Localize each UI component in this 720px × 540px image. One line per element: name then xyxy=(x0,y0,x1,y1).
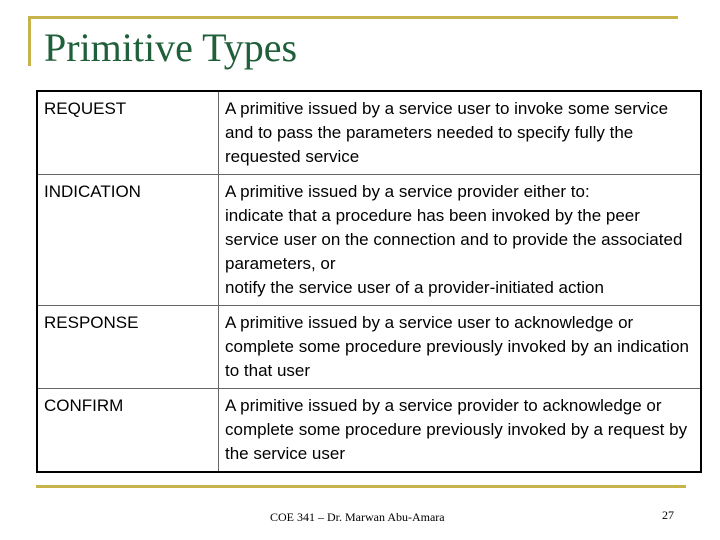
primitive-description xyxy=(219,389,702,473)
description-line: A primitive issued by a service provider to acknowledge or complete some procedure previously invoked by a request by the service user xyxy=(225,396,688,463)
table-row xyxy=(37,175,701,306)
primitive-description xyxy=(219,175,702,306)
description-line: A primitive issued by a service user to acknowledge or complete some procedure previously invoked by an indication to that user xyxy=(225,313,689,380)
page-number: 27 xyxy=(662,508,674,522)
footer-course-text: COE 341 – Dr. Marwan Abu-Amara xyxy=(270,510,445,524)
primitive-term: INDICATION xyxy=(37,175,219,306)
table-row xyxy=(37,91,701,175)
description-line: A primitive issued by a service provider either to: xyxy=(225,182,590,201)
description-line: A primitive issued by a service user to invoke some service and to pass the parameters needed to specify fully the requested service xyxy=(225,99,669,166)
page-title: Primitive Types xyxy=(44,25,298,70)
table-row xyxy=(37,389,701,473)
footer-rule xyxy=(36,485,686,488)
table-row xyxy=(37,306,701,389)
description-line: notify the service user of a provider-initiated action xyxy=(225,278,604,297)
primitive-term: CONFIRM xyxy=(37,389,219,473)
description-line: indicate that a procedure has been invoked by the peer service user on the connection and to provide the associated parameters, or xyxy=(225,206,683,273)
left-rule xyxy=(28,16,31,66)
primitive-term: REQUEST xyxy=(37,91,219,175)
top-rule xyxy=(28,16,678,19)
primitive-description xyxy=(219,306,702,389)
primitive-description xyxy=(219,91,702,175)
primitive-term: RESPONSE xyxy=(37,306,219,389)
primitive-types-table xyxy=(36,90,702,473)
